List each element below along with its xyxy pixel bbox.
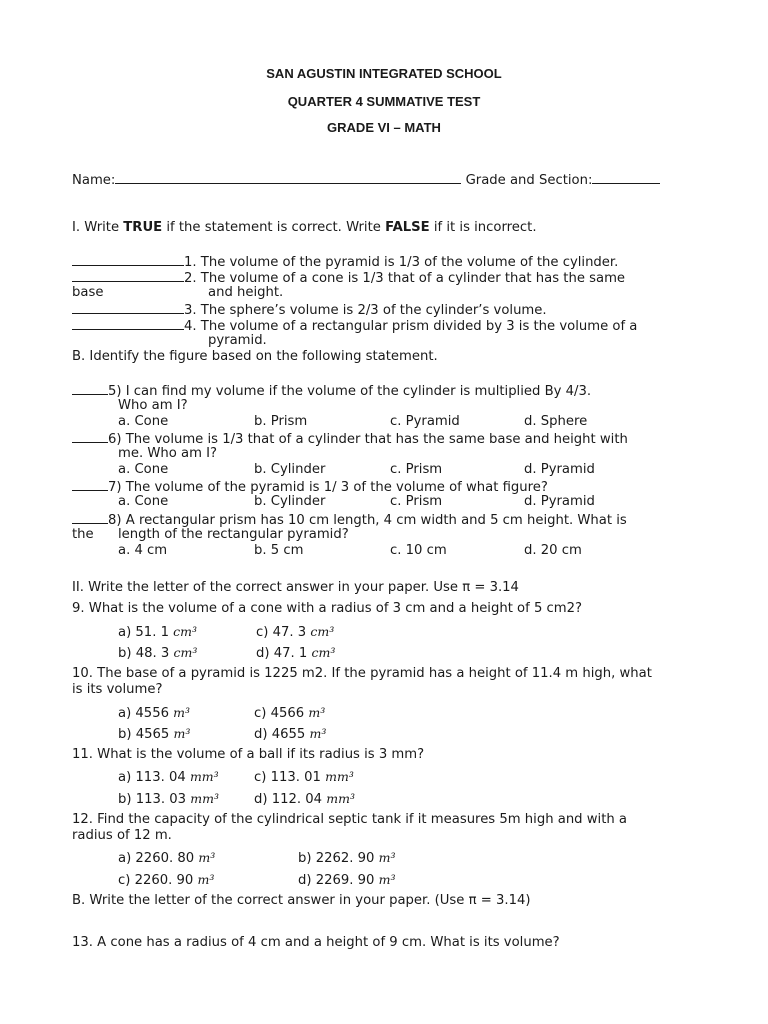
partB2-instructions: B. Write the letter of the correct answer in your paper. (Use π = 3.14) xyxy=(72,893,531,908)
q11-choice-b[interactable]: b) 113. 03 mm³ xyxy=(118,791,219,807)
q4-continuation: pyramid. xyxy=(208,333,267,348)
q12-choice-c[interactable]: c) 2260. 90 m³ xyxy=(118,872,215,888)
q11-choice-a[interactable]: a) 113. 04 mm³ xyxy=(118,769,219,785)
q8-choice-c[interactable]: c. 10 cm xyxy=(390,543,447,558)
answer-blank[interactable] xyxy=(72,511,108,524)
q11-choice-c[interactable]: c) 113. 01 mm³ xyxy=(254,769,354,785)
answer-blank[interactable] xyxy=(72,269,184,282)
part1-instructions: I. Write TRUE if the statement is correct. Write FALSE if it is incorrect. xyxy=(72,220,537,235)
question-1: 1. The volume of the pyramid is 1/3 of the volume of the cylinder. xyxy=(72,253,618,271)
question-2: 2. The volume of a cone is 1/3 that of a cylinder that has the same xyxy=(72,269,696,287)
q11-choice-d[interactable]: d) 112. 04 mm³ xyxy=(254,791,355,807)
q6-choice-c[interactable]: c. Prism xyxy=(390,462,443,477)
q7-choice-a[interactable]: a. Cone xyxy=(118,494,169,509)
q10-choice-a[interactable]: a) 4556 m³ xyxy=(118,705,191,721)
grade-subject: GRADE VI – MATH xyxy=(327,120,441,135)
q8-choice-d[interactable]: d. 20 cm xyxy=(524,543,582,558)
q12-choice-b[interactable]: b) 2262. 90 m³ xyxy=(298,850,396,866)
question-13: 13. A cone has a radius of 4 cm and a height of 9 cm. What is its volume? xyxy=(72,935,560,950)
partB1-instructions: B. Identify the figure based on the following statement. xyxy=(72,349,438,364)
q5-continuation: Who am I? xyxy=(118,398,188,413)
answer-blank[interactable] xyxy=(72,301,184,314)
q10-choice-b[interactable]: b) 4565 m³ xyxy=(118,726,191,742)
q10-choice-d[interactable]: d) 4655 m³ xyxy=(254,726,327,742)
question-9: 9. What is the volume of a cone with a radius of 3 cm and a height of 5 cm2? xyxy=(72,601,583,616)
q10-continuation: is its volume? xyxy=(72,682,163,697)
question-6: 6) The volume is 1/3 that of a cylinder that has the same base and height with xyxy=(72,430,696,448)
answer-blank[interactable] xyxy=(72,382,108,395)
q8-the-word: the xyxy=(72,527,94,542)
name-blank[interactable] xyxy=(115,171,461,184)
part2-instructions: II. Write the letter of the correct answer in your paper. Use π = 3.14 xyxy=(72,580,519,595)
q9-choice-a[interactable]: a) 51. 1 cm³ xyxy=(118,624,198,640)
q7-choice-d[interactable]: d. Pyramid xyxy=(524,494,595,509)
q12-choice-d[interactable]: d) 2269. 90 m³ xyxy=(298,872,396,888)
q6-choice-d[interactable]: d. Pyramid xyxy=(524,462,595,477)
q6-choice-a[interactable]: a. Cone xyxy=(118,462,169,477)
q8-choice-b[interactable]: b. 5 cm xyxy=(254,543,304,558)
section-label: Grade and Section: xyxy=(465,173,593,188)
q5-choice-d[interactable]: d. Sphere xyxy=(524,414,588,429)
q12-continuation: radius of 12 m. xyxy=(72,828,172,843)
q12-choice-a[interactable]: a) 2260. 80 m³ xyxy=(118,850,216,866)
q7-choice-c[interactable]: c. Prism xyxy=(390,494,443,509)
q10-choice-c[interactable]: c) 4566 m³ xyxy=(254,705,326,721)
answer-blank[interactable] xyxy=(72,430,108,443)
false-word: FALSE xyxy=(385,220,430,235)
question-4: 4. The volume of a rectangular prism divided by 3 is the volume of a xyxy=(72,317,637,335)
answer-blank[interactable] xyxy=(72,478,108,491)
q5-choice-b[interactable]: b. Prism xyxy=(254,414,308,429)
q6-continuation: me. Who am I? xyxy=(118,446,218,461)
true-word: TRUE xyxy=(123,220,163,235)
student-info-row xyxy=(72,171,660,189)
q8-continuation: length of the rectangular pyramid? xyxy=(118,527,349,542)
name-label: Name: xyxy=(72,173,116,188)
question-7: 7) The volume of the pyramid is 1/ 3 of the volume of what figure? xyxy=(72,478,548,496)
question-5: 5) I can find my volume if the volume of the cylinder is multiplied By 4/3. xyxy=(72,382,591,400)
section-blank[interactable] xyxy=(592,171,660,184)
q2-continuation: and height. xyxy=(208,285,284,300)
q6-choice-b[interactable]: b. Cylinder xyxy=(254,462,326,477)
q8-choice-a[interactable]: a. 4 cm xyxy=(118,543,168,558)
question-8: 8) A rectangular prism has 10 cm length, 4 cm width and 5 cm height. What is xyxy=(72,511,696,529)
q9-choice-d[interactable]: d) 47. 1 cm³ xyxy=(256,645,336,661)
question-3: 3. The sphere’s volume is 2/3 of the cylinder’s volume. xyxy=(72,301,547,319)
answer-blank[interactable] xyxy=(72,317,184,330)
q5-choice-c[interactable]: c. Pyramid xyxy=(390,414,460,429)
q7-choice-b[interactable]: b. Cylinder xyxy=(254,494,326,509)
q9-choice-c[interactable]: c) 47. 3 cm³ xyxy=(256,624,335,640)
q9-choice-b[interactable]: b) 48. 3 cm³ xyxy=(118,645,198,661)
q2-base-word: base xyxy=(72,285,104,300)
q5-choice-a[interactable]: a. Cone xyxy=(118,414,169,429)
test-title: QUARTER 4 SUMMATIVE TEST xyxy=(287,94,481,109)
question-11: 11. What is the volume of a ball if its radius is 3 mm? xyxy=(72,747,425,762)
question-10: 10. The base of a pyramid is 1225 m2. If the pyramid has a height of 11.4 m high, what xyxy=(72,666,652,681)
question-12: 12. Find the capacity of the cylindrical septic tank if it measures 5m high and with a xyxy=(72,812,627,827)
answer-blank[interactable] xyxy=(72,253,184,266)
school-name: SAN AGUSTIN INTEGRATED SCHOOL xyxy=(266,66,502,81)
